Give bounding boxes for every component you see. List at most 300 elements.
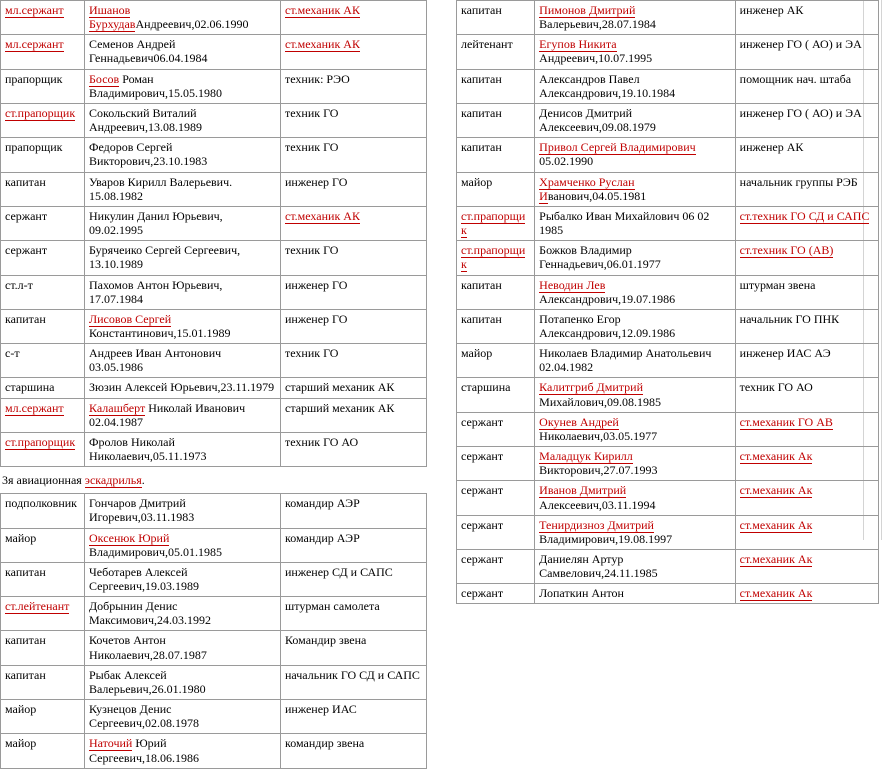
position-text: инженер ГО [285,174,348,189]
cell-position [281,597,427,631]
rank-text: мл.сержант [5,3,64,17]
name-text: Роман Владимирович,15.05.1980 [89,71,222,100]
table-row [1,398,427,432]
cell-position [735,412,878,446]
name-text: Федоров Сергей Викторович,23.10.1983 [89,140,208,169]
cell-position [735,1,878,35]
cell-rank [457,481,535,515]
rank-text: мл.сержант [5,37,64,52]
position-text: ст.механик Ак [739,449,813,464]
cell-rank [457,35,535,69]
cell-position [281,432,427,466]
cell-name [535,1,735,35]
name-text: Александров Павел Александрович,19.10.1984 [539,71,676,100]
column-gap [430,0,456,540]
position-text: техник ГО АО [739,380,813,395]
cell-rank [1,631,85,665]
name-highlight: Наточий [89,736,133,751]
position-text: техник ГО [285,105,339,120]
table-row [1,1,427,35]
cell-name [85,494,281,528]
cell-name [85,665,281,699]
cell-name [85,700,281,734]
cell-name [85,103,281,137]
rank-text: сержант [461,414,504,429]
name-text: Андреевич,02.06.1990 [135,17,249,32]
position-text: инженер АК [739,140,804,155]
name-text: Владимирович,19.08.1997 [539,531,673,546]
cell-name [535,515,735,549]
name-text: Андреев Иван Антонович 03.05.1986 [89,346,222,375]
cell-position [281,494,427,528]
table-row [457,447,879,481]
cell-name [535,206,735,240]
position-text: командир АЭР [285,530,360,545]
rank-text: майор [5,702,37,717]
position-text: ст.механик Ак [739,586,813,601]
rank-text: сержант [461,552,504,566]
position-text: старший механик АК [285,400,395,415]
position-text: инженер АК [739,3,804,17]
name-text: Никулин Данил Юрьевич, 09.02.1995 [89,208,223,238]
cell-rank [1,309,85,343]
position-text: ст.механик ГО АВ [739,414,833,429]
rank-text: капитан [461,105,502,120]
name-highlight: Калашберт [89,400,146,415]
table-row [1,344,427,378]
position-text: ст.механик Ак [739,483,813,498]
cell-rank [1,275,85,309]
cell-position [735,344,878,378]
name-text: Денисов Дмитрий Алексеевич,09.08.1979 [539,105,656,135]
cell-rank [1,241,85,275]
cell-position [735,241,878,275]
cell-position [281,700,427,734]
name-text: Сокольский Виталий Андреевич,13.08.1989 [89,105,202,135]
cell-name [85,528,281,562]
rank-text: лейтенант [461,37,513,52]
cell-name [535,172,735,206]
rank-text: старшина [461,380,511,395]
table-row [1,138,427,172]
position-text: начальник ГО СД и САПС [285,667,420,682]
name-text: ванович,04.05.1981 [547,188,647,203]
position-text: инженер ГО ( АО) и ЭА [739,105,862,120]
rank-text: сержант [461,586,504,601]
cell-position [735,103,878,137]
rank-text: прапорщик [5,140,63,155]
table-row [457,103,879,137]
cell-position [281,172,427,206]
cell-rank [457,378,535,412]
cell-name [85,275,281,309]
position-text: техник ГО АО [285,434,359,449]
table-row [457,412,879,446]
cell-position [281,103,427,137]
cell-rank [1,432,85,466]
rank-text: ст.лейтенант [5,599,70,614]
cell-position [281,398,427,432]
position-text: ст.механик АК [285,3,360,17]
cell-name [535,309,735,343]
position-text: начальник ГО ПНК [739,311,840,326]
cell-name [85,35,281,69]
name-text: Фролов Николай Николаевич,05.11.1973 [89,434,207,464]
name-text: Кочетов Антон Николаевич,28.07.1987 [89,633,207,662]
name-text: Викторович,27.07.1993 [539,463,658,478]
cell-position [281,206,427,240]
name-text: Пахомов Антон Юрьевич, 17.07.1984 [89,277,223,306]
cell-name [85,172,281,206]
personnel-table-left-top [0,0,427,467]
cell-rank [457,447,535,481]
cell-rank [1,378,85,398]
name-highlight: Босов [89,71,120,86]
name-text: Рыбак Алексей Валерьевич,26.01.1980 [89,667,206,696]
name-text: Константинович,15.01.1989 [89,325,231,340]
rank-text: ст.прапорщик [461,208,526,238]
table-row [1,734,427,768]
cell-position [735,35,878,69]
cell-position [735,515,878,549]
cell-rank [457,1,535,35]
table-row [1,69,427,103]
cell-position [281,275,427,309]
name-text: Николаевич,03.05.1977 [539,428,658,443]
table-row [1,665,427,699]
table-row [457,69,879,103]
name-text: Чеботарев Алексей Сергеевич,19.03.1989 [89,564,200,593]
table-row [1,597,427,631]
cell-rank [1,206,85,240]
rank-text: сержант [5,243,48,258]
name-highlight: Маладцук Кирилл [539,449,633,464]
table-row [1,275,427,309]
name-highlight: Иванов Дмитрий [539,483,627,498]
table-row [457,206,879,240]
rank-text: капитан [5,311,46,326]
rank-text: майор [461,174,493,189]
table-row [1,206,427,240]
position-text: инженер ГО [285,277,348,292]
position-text: техник ГО [285,140,339,155]
cell-position [281,344,427,378]
cell-position [735,550,878,584]
cell-position [735,172,878,206]
position-text: ст.механик АК [285,208,360,223]
rank-text: мл.сержант [5,400,64,415]
name-text: Гончаров Дмитрий Игоревич,03.11.1983 [89,496,195,525]
table-row [457,584,879,604]
position-text: штурман самолета [285,599,380,614]
rank-text: капитан [5,667,46,682]
position-text: ст.механик АК [285,37,360,52]
cell-name [85,398,281,432]
name-text: Потапенко Егор Александрович,12.09.1986 [539,311,676,340]
cell-rank [1,138,85,172]
section-heading-prefix: 3я авиационная [2,473,85,488]
table-row [1,309,427,343]
cell-rank [1,103,85,137]
cell-rank [457,275,535,309]
cell-name [85,1,281,35]
name-text: Бурячеико Сергей Сергеевич, 13.10.1989 [89,243,241,272]
cell-rank [457,412,535,446]
position-text: штурман звена [739,277,816,292]
cell-position [735,206,878,240]
cell-rank [1,69,85,103]
cell-name [535,138,735,172]
cell-name [85,309,281,343]
rank-text: с-т [5,346,20,361]
cell-rank [1,398,85,432]
left-column [0,0,430,765]
cell-name [85,734,281,768]
cell-rank [457,344,535,378]
rank-text: прапорщик [5,71,63,86]
cell-rank [457,138,535,172]
table-row [457,515,879,549]
cell-name [85,631,281,665]
cell-position [281,309,427,343]
cell-position [281,35,427,69]
cell-rank [1,734,85,768]
cell-rank [1,344,85,378]
cell-rank [1,494,85,528]
cell-position [735,309,878,343]
cell-name [535,481,735,515]
personnel-table-left-bottom [0,493,427,769]
position-text: техник: РЭО [285,71,350,86]
table-row [457,1,879,35]
table-row [457,481,879,515]
name-text: Николаев Владимир Анатольевич 02.04.1982 [539,346,712,375]
cell-rank [1,562,85,596]
table-row [457,172,879,206]
rank-text: капитан [5,564,46,579]
table-row [1,103,427,137]
cell-position [735,138,878,172]
cell-rank [457,103,535,137]
rank-text: ст.л-т [5,277,33,292]
cell-position [281,138,427,172]
table-row [1,562,427,596]
cell-rank [457,584,535,604]
name-text: Андреевич,10.07.1995 [539,51,653,66]
cell-name [85,432,281,466]
position-text: инженер ИАС АЭ [739,346,831,361]
name-text: Даниелян Артур Самвелович,24.11.1985 [539,552,658,581]
rank-text: капитан [5,174,46,189]
table-row [457,138,879,172]
rank-text: капитан [461,277,502,292]
cell-rank [457,172,535,206]
cell-name [85,378,281,398]
rank-text: ст.прапорщик [461,243,526,272]
cell-position [281,378,427,398]
position-text: инженер СД и САПС [285,564,393,579]
table-row [1,172,427,206]
personnel-table-right [456,0,879,604]
table-row [1,631,427,665]
cell-position [735,275,878,309]
cell-position [281,528,427,562]
position-text: начальник группы РЭБ [739,174,858,189]
cell-name [535,344,735,378]
cell-position [281,241,427,275]
position-text: командир АЭР [285,496,360,511]
cell-name [85,241,281,275]
cell-rank [457,309,535,343]
name-highlight: Храмченко Руслан И [539,174,635,203]
table-body [1,1,427,467]
table-row [1,528,427,562]
rank-text: капитан [461,311,502,326]
section-heading-suffix: . [141,473,145,488]
cell-name [535,275,735,309]
name-text: Добрынин Денис Максимович,24.03.1992 [89,599,211,628]
name-highlight: Тенирдизноз Дмитрий [539,517,654,532]
name-text: Божков Владимир Геннадьевич,06.01.1977 [539,243,661,272]
position-text: инженер ГО [285,311,348,326]
rank-text: старшина [5,380,55,395]
cell-rank [457,515,535,549]
name-highlight: Калитгриб Дмитрий [539,380,643,395]
cell-name [85,344,281,378]
table-row [1,241,427,275]
table-row [1,700,427,734]
cell-position [735,481,878,515]
table-row [457,309,879,343]
cell-rank [1,665,85,699]
rank-text: сержант [461,517,504,532]
cell-name [85,206,281,240]
name-text: Кузнецов Денис Сергеевич,02.08.1978 [89,702,200,731]
name-text: Зюзин Алексей Юрьевич,23.11.1979 [89,380,275,395]
cell-rank [1,35,85,69]
position-text: техник ГО [285,243,339,258]
cell-rank [457,241,535,275]
position-text: Командир звена [285,633,367,648]
position-text: старший механик АК [285,380,395,395]
rank-text: капитан [461,140,502,155]
cell-name [85,138,281,172]
name-text: Алексеевич,03.11.1994 [539,497,656,512]
cell-name [85,562,281,596]
name-highlight: Окунев Андрей [539,414,619,429]
position-text: ст.механик Ак [739,517,813,532]
table-row [457,344,879,378]
right-column [456,0,879,601]
table-body [1,494,427,769]
rank-text: ст.прапорщик [5,105,76,120]
name-highlight: Оксенюк Юрий [89,530,170,545]
cell-name [535,69,735,103]
cell-name [85,597,281,631]
cell-position [735,584,878,604]
rank-text: майор [5,736,37,751]
cell-rank [1,1,85,35]
rank-text: сержант [461,483,504,498]
table-row [457,241,879,275]
name-text: Николай Иванович 02.04.1987 [89,400,246,429]
table-row [1,432,427,466]
name-text: Владимирович,05.01.1985 [89,544,222,559]
name-highlight: Лисовов Сергей [89,311,172,326]
name-text: Рыбалко Иван Михайлович 06 02 1985 [539,208,710,238]
cell-name [535,447,735,481]
section-heading [2,473,426,488]
name-text: Александрович,19.07.1986 [539,291,676,306]
cell-rank [457,550,535,584]
rank-text: ст.прапорщик [5,434,76,449]
name-highlight: Ишанов Бурхудав [89,3,136,32]
cell-name [535,550,735,584]
name-text: 05.02.1990 [539,154,594,169]
cell-rank [1,597,85,631]
name-highlight: Егупов Никита [539,37,617,52]
table-body [457,1,879,604]
cell-position [281,1,427,35]
name-highlight: Привол Сергей Владимирович [539,140,696,155]
name-highlight: Пимонов Дмитрий [539,3,636,17]
cell-position [281,734,427,768]
table-row [457,550,879,584]
cell-rank [457,69,535,103]
rank-text: капитан [5,633,46,648]
cell-name [535,35,735,69]
name-text: Валерьевич,28.07.1984 [539,17,656,32]
name-text: Михайлович,09.08.1985 [539,394,661,409]
name-text: Семенов Андрей Геннадьевич06.04.1984 [89,37,208,66]
cell-name [535,103,735,137]
cell-position [281,69,427,103]
position-text: помощник нач. штаба [739,71,852,86]
cell-name [85,69,281,103]
cell-position [281,631,427,665]
cell-rank [1,700,85,734]
cell-position [735,378,878,412]
cell-name [535,412,735,446]
name-highlight: Неводин Лев [539,277,606,292]
position-text: командир звена [285,736,365,751]
table-row [1,494,427,528]
table-row [1,35,427,69]
cell-name [535,584,735,604]
rank-text: подполковник [5,496,77,511]
rank-text: капитан [461,71,502,86]
position-text: техник ГО [285,346,339,361]
cell-position [735,447,878,481]
cell-name [535,241,735,275]
position-text: инженер ГО ( АО) и ЭА [739,37,862,52]
name-text: Лопаткин Антон [539,586,624,601]
cell-position [281,562,427,596]
rank-text: сержант [461,449,504,464]
rank-text: капитан [461,3,502,17]
name-text: Уваров Кирилл Валерьевич. 15.08.1982 [89,174,233,203]
table-row [1,378,427,398]
rank-text: майор [5,530,37,545]
table-row [457,275,879,309]
position-text: инженер ИАС [285,702,357,717]
section-heading-keyword: эскадрилья [84,473,142,488]
table-row [457,35,879,69]
cell-rank [1,528,85,562]
position-text: ст.техник ГО СД и САПС [739,208,870,223]
table-row [457,378,879,412]
cell-rank [1,172,85,206]
